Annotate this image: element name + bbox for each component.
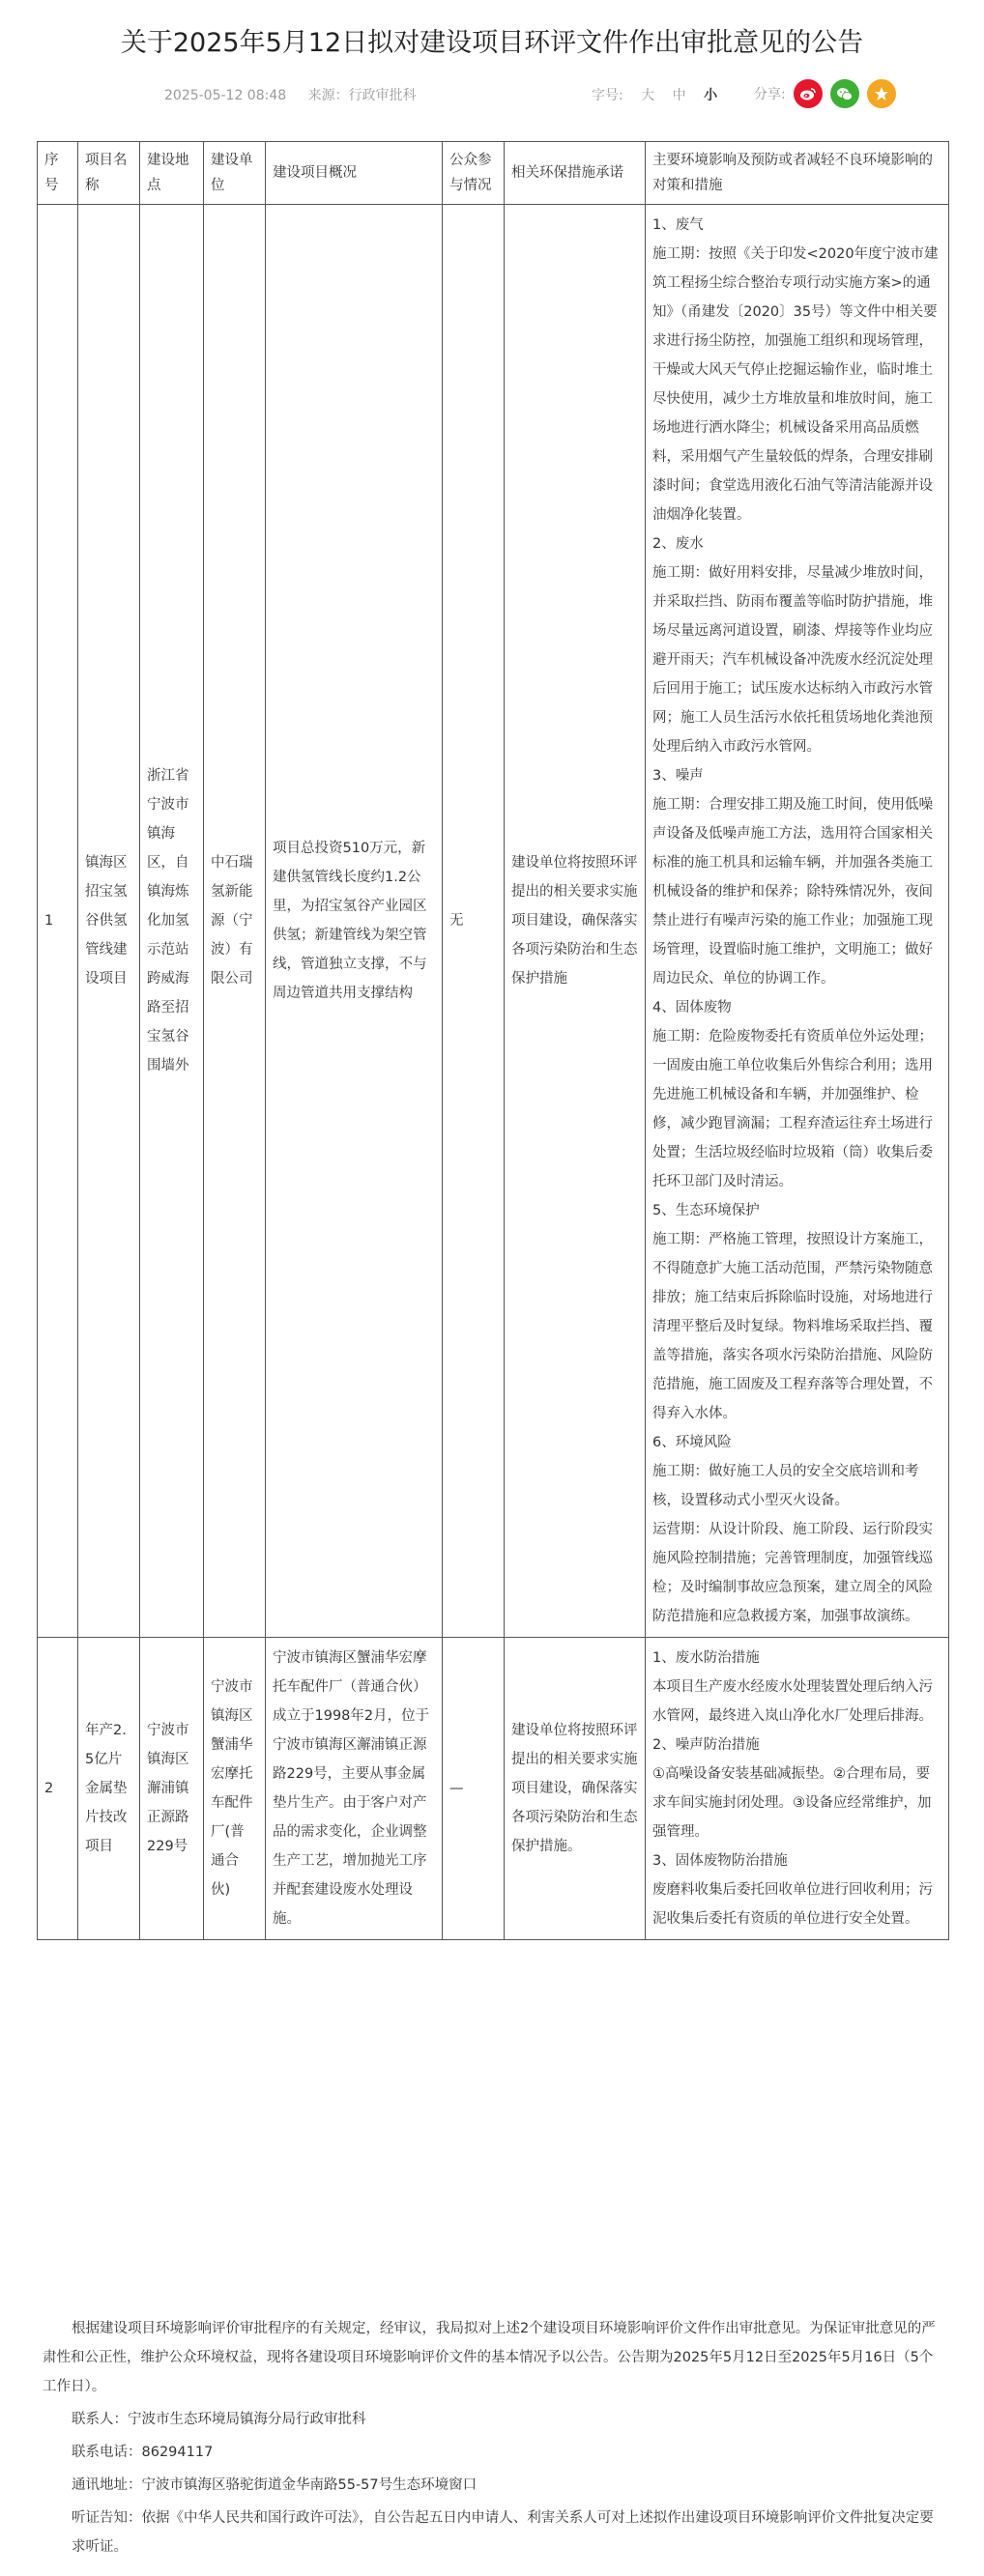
table-header-row [38,142,949,205]
measure-item: 5、生态环境保护 [652,1203,760,1218]
measure-item: 4、固体废物 [652,1000,732,1016]
font-size-label: 字号: [592,88,623,103]
measure-item: 运营期：从设计阶段、施工阶段、运行阶段实施风险控制措施；完善管理制度，加强管线巡检；及时编制事故应急预案，建立周全的风险防范措施和应急救援方案，加强事故演练。 [652,1522,933,1624]
article-meta [164,85,434,104]
font-size-small-button[interactable]: 小 [704,88,718,103]
measure-item: 2、废水 [652,536,704,552]
row-measures [646,205,949,1638]
notice-paragraph: 根据建设项目环境影响评价审批程序的有关规定，经审议，我局拟对上述2个建设项目环境影响评价文件作出审批意见。为保证审批意见的严肃性和公正性，维护公众环境权益，现将各建设项目环境影响评价文件的基本情况予以公告。公告期为2025年5月12日至2025年5月16日（5个工作日）。 [43,2321,936,2394]
measure-item: 3、固体废物防治措施 [652,1853,788,1869]
measure-item: 施工期：严格施工管理，按照设计方案施工，不得随意扩大施工活动范围，严禁污染物随意排放；施工结束后拆除临时设施，对场地进行清理平整后及时复绿。物料堆场采取拦挡、覆盖等措施，落实各项水污染防治措施、风险防范措施，施工固废及工程弃落等合理处置，不得弃入水体。 [652,1232,933,1421]
contact-address: 通讯地址：宁波市镇海区骆驼街道金华南路55-57号生态环境窗口 [72,2477,478,2493]
measure-item: 施工期：合理安排工期及施工时间，使用低噪声设备及低噪声施工方法，选用符合国家相关标准的施工机具和运输车辆，并加强各类施工机械设备的维护和保养；除特殊情况外，夜间禁止进行有噪声污染的施工作业；加强施工现场管理，设置临时施工维护，文明施工；做好周边民众、单位的协调工作。 [652,797,933,987]
hearing-notice: 听证告知：依据《中华人民共和国行政许可法》，自公告起五日内申请人、利害关系人可对上述拟作出建设项目环境影响评价文件批复决定要求听证。 [72,2510,934,2555]
measure-item: 1、废气 [652,217,704,233]
projects-table [37,141,949,1940]
row-no: 2 [38,1638,78,1940]
measure-item: 6、环境风险 [652,1435,732,1450]
row-public: — [443,1638,505,1940]
font-size-medium-button[interactable]: 中 [672,88,686,103]
measure-item: 2、噪声防治措施 [652,1737,760,1753]
row-public: 无 [443,205,505,1638]
measure-item: ①高噪设备安装基础减振垫。②合理布局，要求车间实施封闭处理。③设备应经常维护，加强管理。 [652,1766,932,1840]
header-commitment: 相关环保措施承诺 [505,142,646,205]
font-size-selector [592,85,717,104]
publish-date: 2025-05-12 08:48 [164,88,287,103]
table-row [38,205,949,1638]
row-measures [646,1638,949,1940]
contact-phone: 联系电话：86294117 [72,2445,214,2460]
header-public: 公众参与情况 [443,142,505,205]
measure-item: 施工期：危险废物委托有资质单位外运处理；一固废由施工单位收集后外售综合利用；选用先进施工机械设备和车辆，并加强维护、检修，减少跑冒滴漏；工程弃渣运往弃土场进行处置；生活垃圾经临时垃圾箱（筒）收集后委托环卫部门及时清运。 [652,1029,933,1189]
page-title: 关于2025年5月12日拟对建设项目环评文件作出审批意见的公告 [120,28,864,58]
table-row [38,1638,949,1940]
row-no: 1 [38,205,78,1638]
header-overview: 建设项目概况 [266,142,443,205]
favorite-icon[interactable] [867,79,896,108]
row-location: 宁波市镇海区澥浦镇正源路229号 [140,1638,204,1940]
font-size-large-button[interactable]: 大 [641,88,655,103]
share-label: 分享: [754,87,786,102]
row-unit: 中石瑞氢新能源（宁波）有限公司 [204,205,266,1638]
row-unit: 宁波市镇海区蟹浦华宏摩托车配件厂(普通合伙) [204,1638,266,1940]
measure-item: 施工期：按照《关于印发<2020年度宁波市建筑工程扬尘综合整治专项行动实施方案>的通知》（甬建发〔2020〕35号）等文件中相关要求进行扬尘防控，加强施工组织和现场管理，干燥或大风天气停止挖掘运输作业，临时堆土尽快使用，减少土方堆放量和堆放时间，施工场地进行洒水降尘；机械设备采用高品质燃料，采用烟气产生量较低的焊条，合理安排刷漆时间；食堂选用液化石油气等清洁能源并设油烟净化装置。 [652,246,939,523]
header-project-name: 项目名称 [78,142,140,205]
measure-item: 3、噪声 [652,768,704,784]
row-project-name: 年产2.5亿片金属垫片技改项目 [78,1638,140,1940]
row-overview: 项目总投资510万元，新建供氢管线长度约1.2公里，为招宝氢谷产业园区供氢；新建管线为架空管线，管道独立支撑，不与周边管道共用支撑结构 [266,205,443,1638]
row-location: 浙江省宁波市镇海区，自镇海炼化加氢示范站跨威海路至招宝氢谷围墙外 [140,205,204,1638]
measure-item: 本项目生产废水经废水处理装置处理后纳入污水管网，最终进入岚山净化水厂处理后排海。 [652,1679,933,1724]
notice-footer [43,2314,946,2562]
row-overview: 宁波市镇海区蟹浦华宏摩托车配件厂（普通合伙）成立于1998年2月，位于宁波市镇海区澥浦镇正源路229号，主要从事金属垫片生产。由于客户对产品的需求变化，企业调整生产工艺，增加抛光工序并配套建设废水处理设施。 [266,1638,443,1940]
header-no: 序号 [38,142,78,205]
wechat-icon[interactable] [830,79,859,108]
header-unit: 建设单位 [204,142,266,205]
header-location: 建设地点 [140,142,204,205]
row-project-name: 镇海区招宝氢谷供氢管线建设项目 [78,205,140,1638]
share-bar [754,79,904,108]
contact-person: 联系人：宁波市生态环境局镇海分局行政审批科 [72,2412,366,2427]
header-measures: 主要环境影响及预防或者减轻不良环境影响的对策和措施 [646,142,949,205]
measure-item: 1、废水防治措施 [652,1650,760,1666]
article-source: 来源：行政审批科 [307,88,417,103]
weibo-icon[interactable] [794,79,823,108]
measure-item: 废磨料收集后委托回收单位进行回收利用；污泥收集后委托有资质的单位进行安全处置。 [652,1882,933,1927]
measure-item: 施工期：做好施工人员的安全交底培训和考核，设置移动式小型灭火设备。 [652,1464,919,1508]
row-commitment: 建设单位将按照环评提出的相关要求实施项目建设，确保落实各项污染防治和生态保护措施 [505,205,646,1638]
row-commitment: 建设单位将按照环评提出的相关要求实施项目建设，确保落实各项污染防治和生态保护措施。 [505,1638,646,1940]
measure-item: 施工期：做好用料安排，尽量减少堆放时间，并采取拦挡、防雨布覆盖等临时防护措施，堆场尽量远离河道设置，刷漆、焊接等作业均应避开雨天；汽车机械设备冲洗废水经沉淀处理后回用于施工；试压废水达标纳入市政污水管网；施工人员生活污水依托租赁场地化粪池预处理后纳入市政污水管网。 [652,565,933,755]
